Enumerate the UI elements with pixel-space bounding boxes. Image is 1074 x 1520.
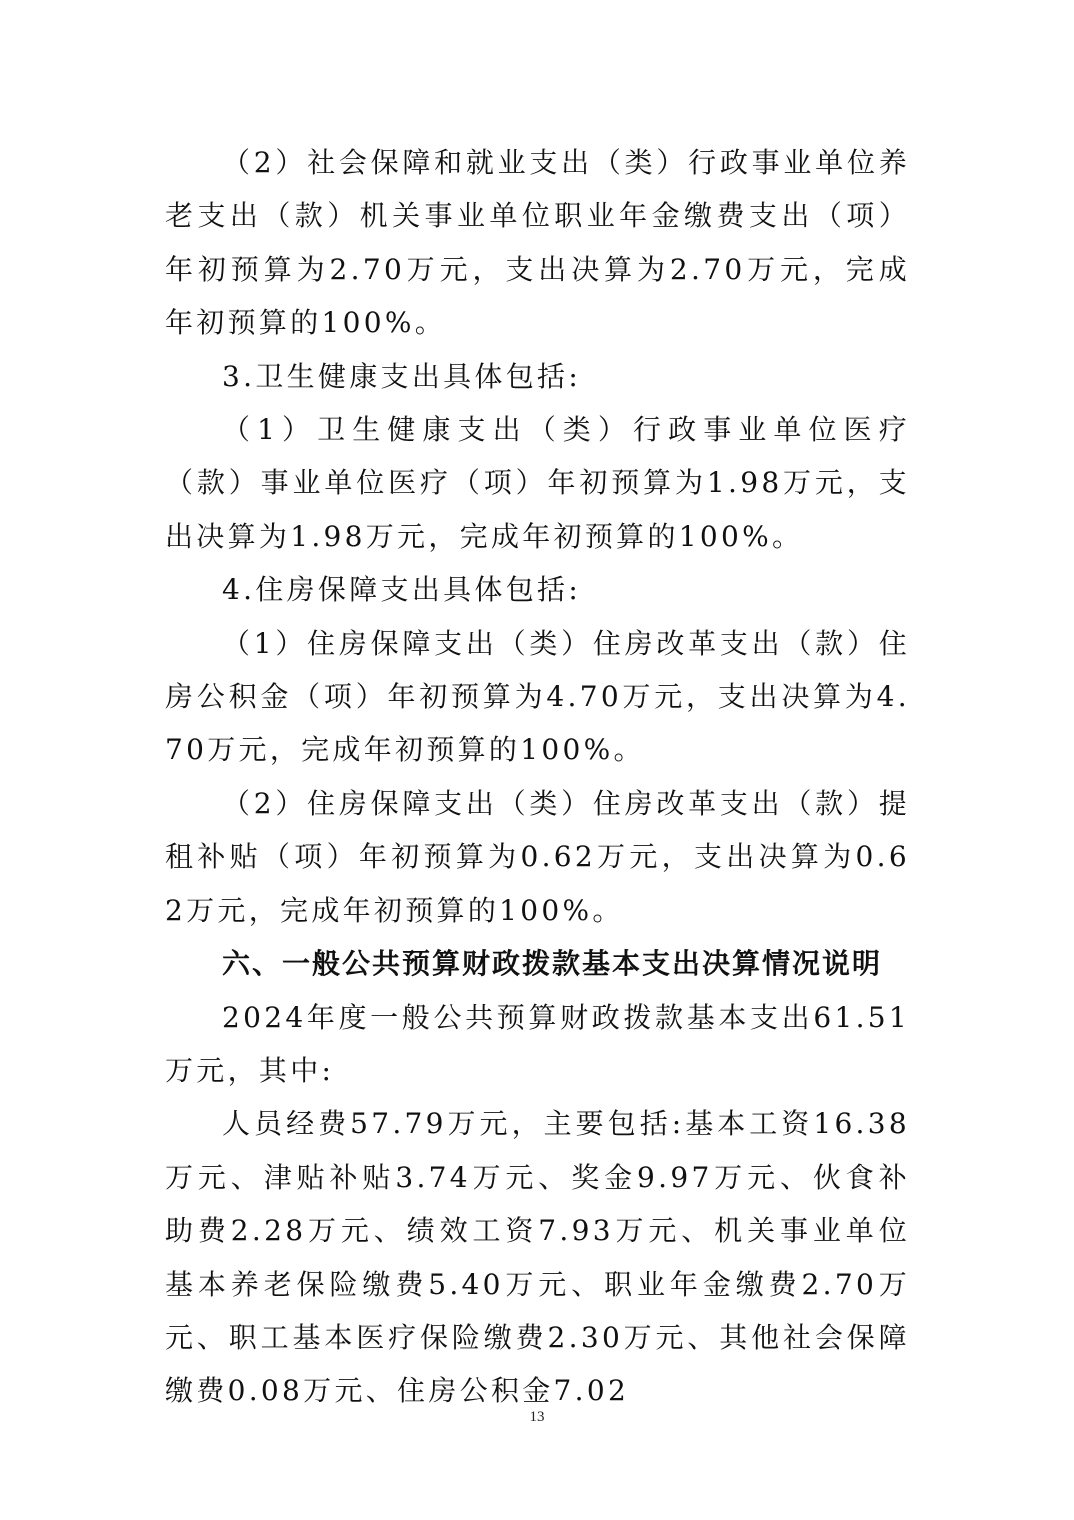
paragraph-housing-fund: （1）住房保障支出（类）住房改革支出（款）住房公积金（项）年初预算为4.70万元，支出决算为4.70万元，完成年初预算的100%。 <box>165 626 910 767</box>
paragraph-housing-intro: 4.住房保障支出具体包括: <box>222 573 582 607</box>
paragraph-health-medical: （1）卫生健康支出（类）行政事业单位医疗（款）事业单位医疗（项）年初预算为1.98万元，支出决算为1.98万元，完成年初预算的100%。 <box>165 413 910 553</box>
paragraph-basic-expenditure: 2024年度一般公共预算财政拨款基本支出61.51万元，其中: <box>165 1000 910 1087</box>
page-number: 13 <box>529 1409 545 1425</box>
section-heading: 六、一般公共预算财政拨款基本支出决算情况说明 <box>222 947 883 981</box>
paragraph-housing-subsidy: （2）住房保障支出（类）住房改革支出（款）提租补贴（项）年初预算为0.62万元，支出决算为0.62万元，完成年初预算的100%。 <box>165 786 910 927</box>
paragraph-personnel-expenses: 人员经费57.79万元，主要包括:基本工资16.38万元、津贴补贴3.74万元、奖金9.97万元、伙食补助费2.28万元、绩效工资7.93万元、机关事业单位基本养老保险缴费5.40万元、职业年金缴费2.70万元、职工基本医疗保险缴费2.30万元、其他社会保障缴费0.08万元、住房公积金7.02 <box>165 1107 910 1408</box>
paragraph-pension-annuity: （2）社会保障和就业支出（类）行政事业单位养老支出（款）机关事业单位职业年金缴费支出（项）年初预算为2.70万元，支出决算为2.70万元，完成年初预算的100%。 <box>165 146 910 340</box>
paragraph-health-intro: 3.卫生健康支出具体包括: <box>222 359 582 393</box>
page-body <box>165 136 910 1418</box>
